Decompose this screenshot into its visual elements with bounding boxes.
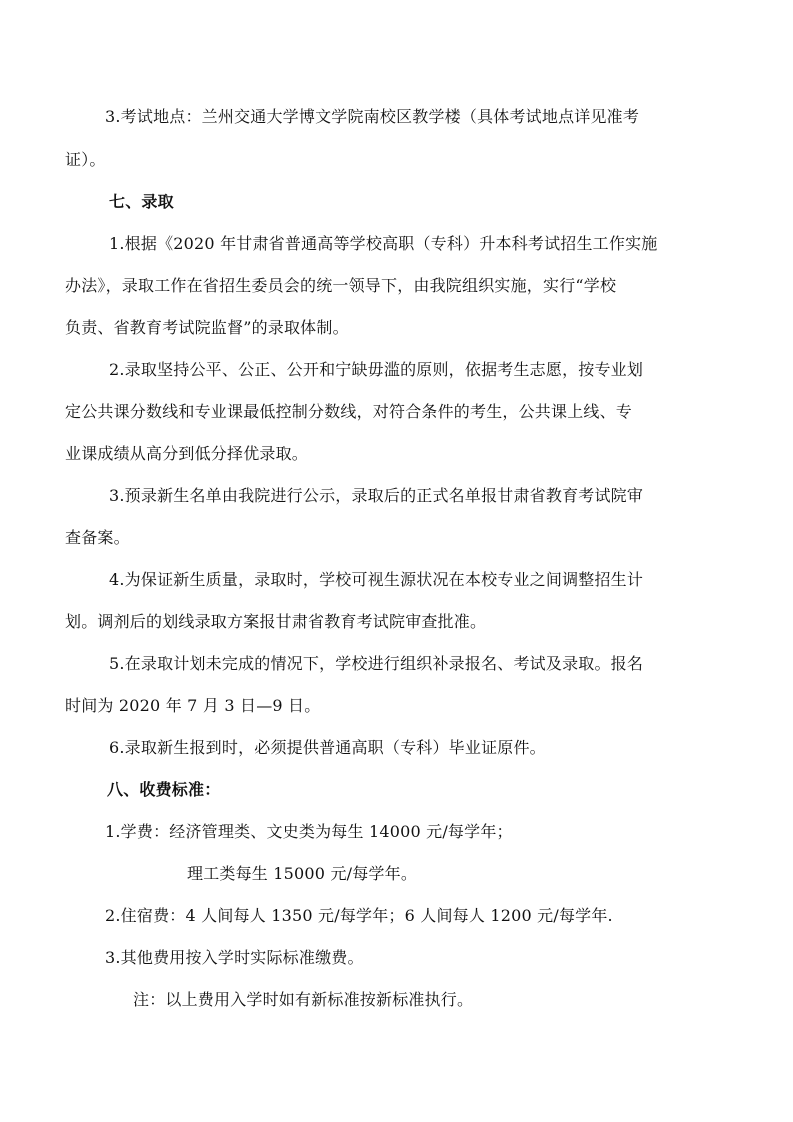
admission-item-6-line-1: 6.录取新生报到时，必须提供普通高职（专科）毕业证原件。 <box>109 738 546 757</box>
admission-item-5-line-1: 5.在录取计划未完成的情况下，学校进行组织补录报名、考试及录取。报名 <box>109 654 644 673</box>
admission-item-4-line-2: 划。调剂后的划线录取方案报甘肃省教育考试院审查批准。 <box>65 612 487 631</box>
admission-item-5-line-2: 时间为 2020 年 7 月 3 日—9 日。 <box>65 696 321 715</box>
admission-item-2-line-2: 定公共课分数线和专业课最低控制分数线，对符合条件的考生，公共课上线、专 <box>65 402 633 421</box>
admission-item-4-line-1: 4.为保证新生质量，录取时，学校可视生源状况在本校专业之间调整招生计 <box>109 570 644 589</box>
admission-item-3-line-1: 3.预录新生名单由我院进行公示，录取后的正式名单报甘肃省教育考试院审 <box>109 486 644 505</box>
admission-item-1-line-1: 1.根据《2020 年甘肃省普通高等学校高职（专科）升本科考试招生工作实施 <box>109 234 658 253</box>
fees-note: 注：以上费用入学时如有新标准按新标准执行。 <box>133 990 474 1009</box>
exam-location-line-2: 证）。 <box>65 150 106 169</box>
fees-item-1-line-2: 理工类每生 15000 元/每学年。 <box>187 864 418 883</box>
fees-item-2-line-1: 2.住宿费：4 人间每人 1350 元/每学年；6 人间每人 1200 元/每学年. <box>105 906 613 925</box>
admission-item-2-line-3: 业课成绩从高分到低分择优录取。 <box>65 444 309 463</box>
admission-item-2-line-1: 2.录取坚持公平、公正、公开和宁缺毋滥的原则，依据考生志愿，按专业划 <box>109 360 644 379</box>
fees-item-1-line-1: 1.学费：经济管理类、文史类为每生 14000 元/每学年； <box>105 822 513 841</box>
admission-item-3-line-2: 查备案。 <box>65 528 130 547</box>
admission-item-1-line-2: 办法》，录取工作在省招生委员会的统一领导下，由我院组织实施，实行“学校 <box>65 276 617 295</box>
fees-heading: 八、收费标准： <box>107 780 221 799</box>
admission-heading: 七、录取 <box>109 192 174 211</box>
fees-item-3-line-1: 3.其他费用按入学时实际标准缴费。 <box>105 948 364 967</box>
exam-location-line-1: 3.考试地点：兰州交通大学博文学院南校区教学楼（具体考试地点详见准考 <box>105 107 640 126</box>
admission-item-1-line-3: 负责、省教育考试院监督”的录取体制。 <box>65 318 349 337</box>
